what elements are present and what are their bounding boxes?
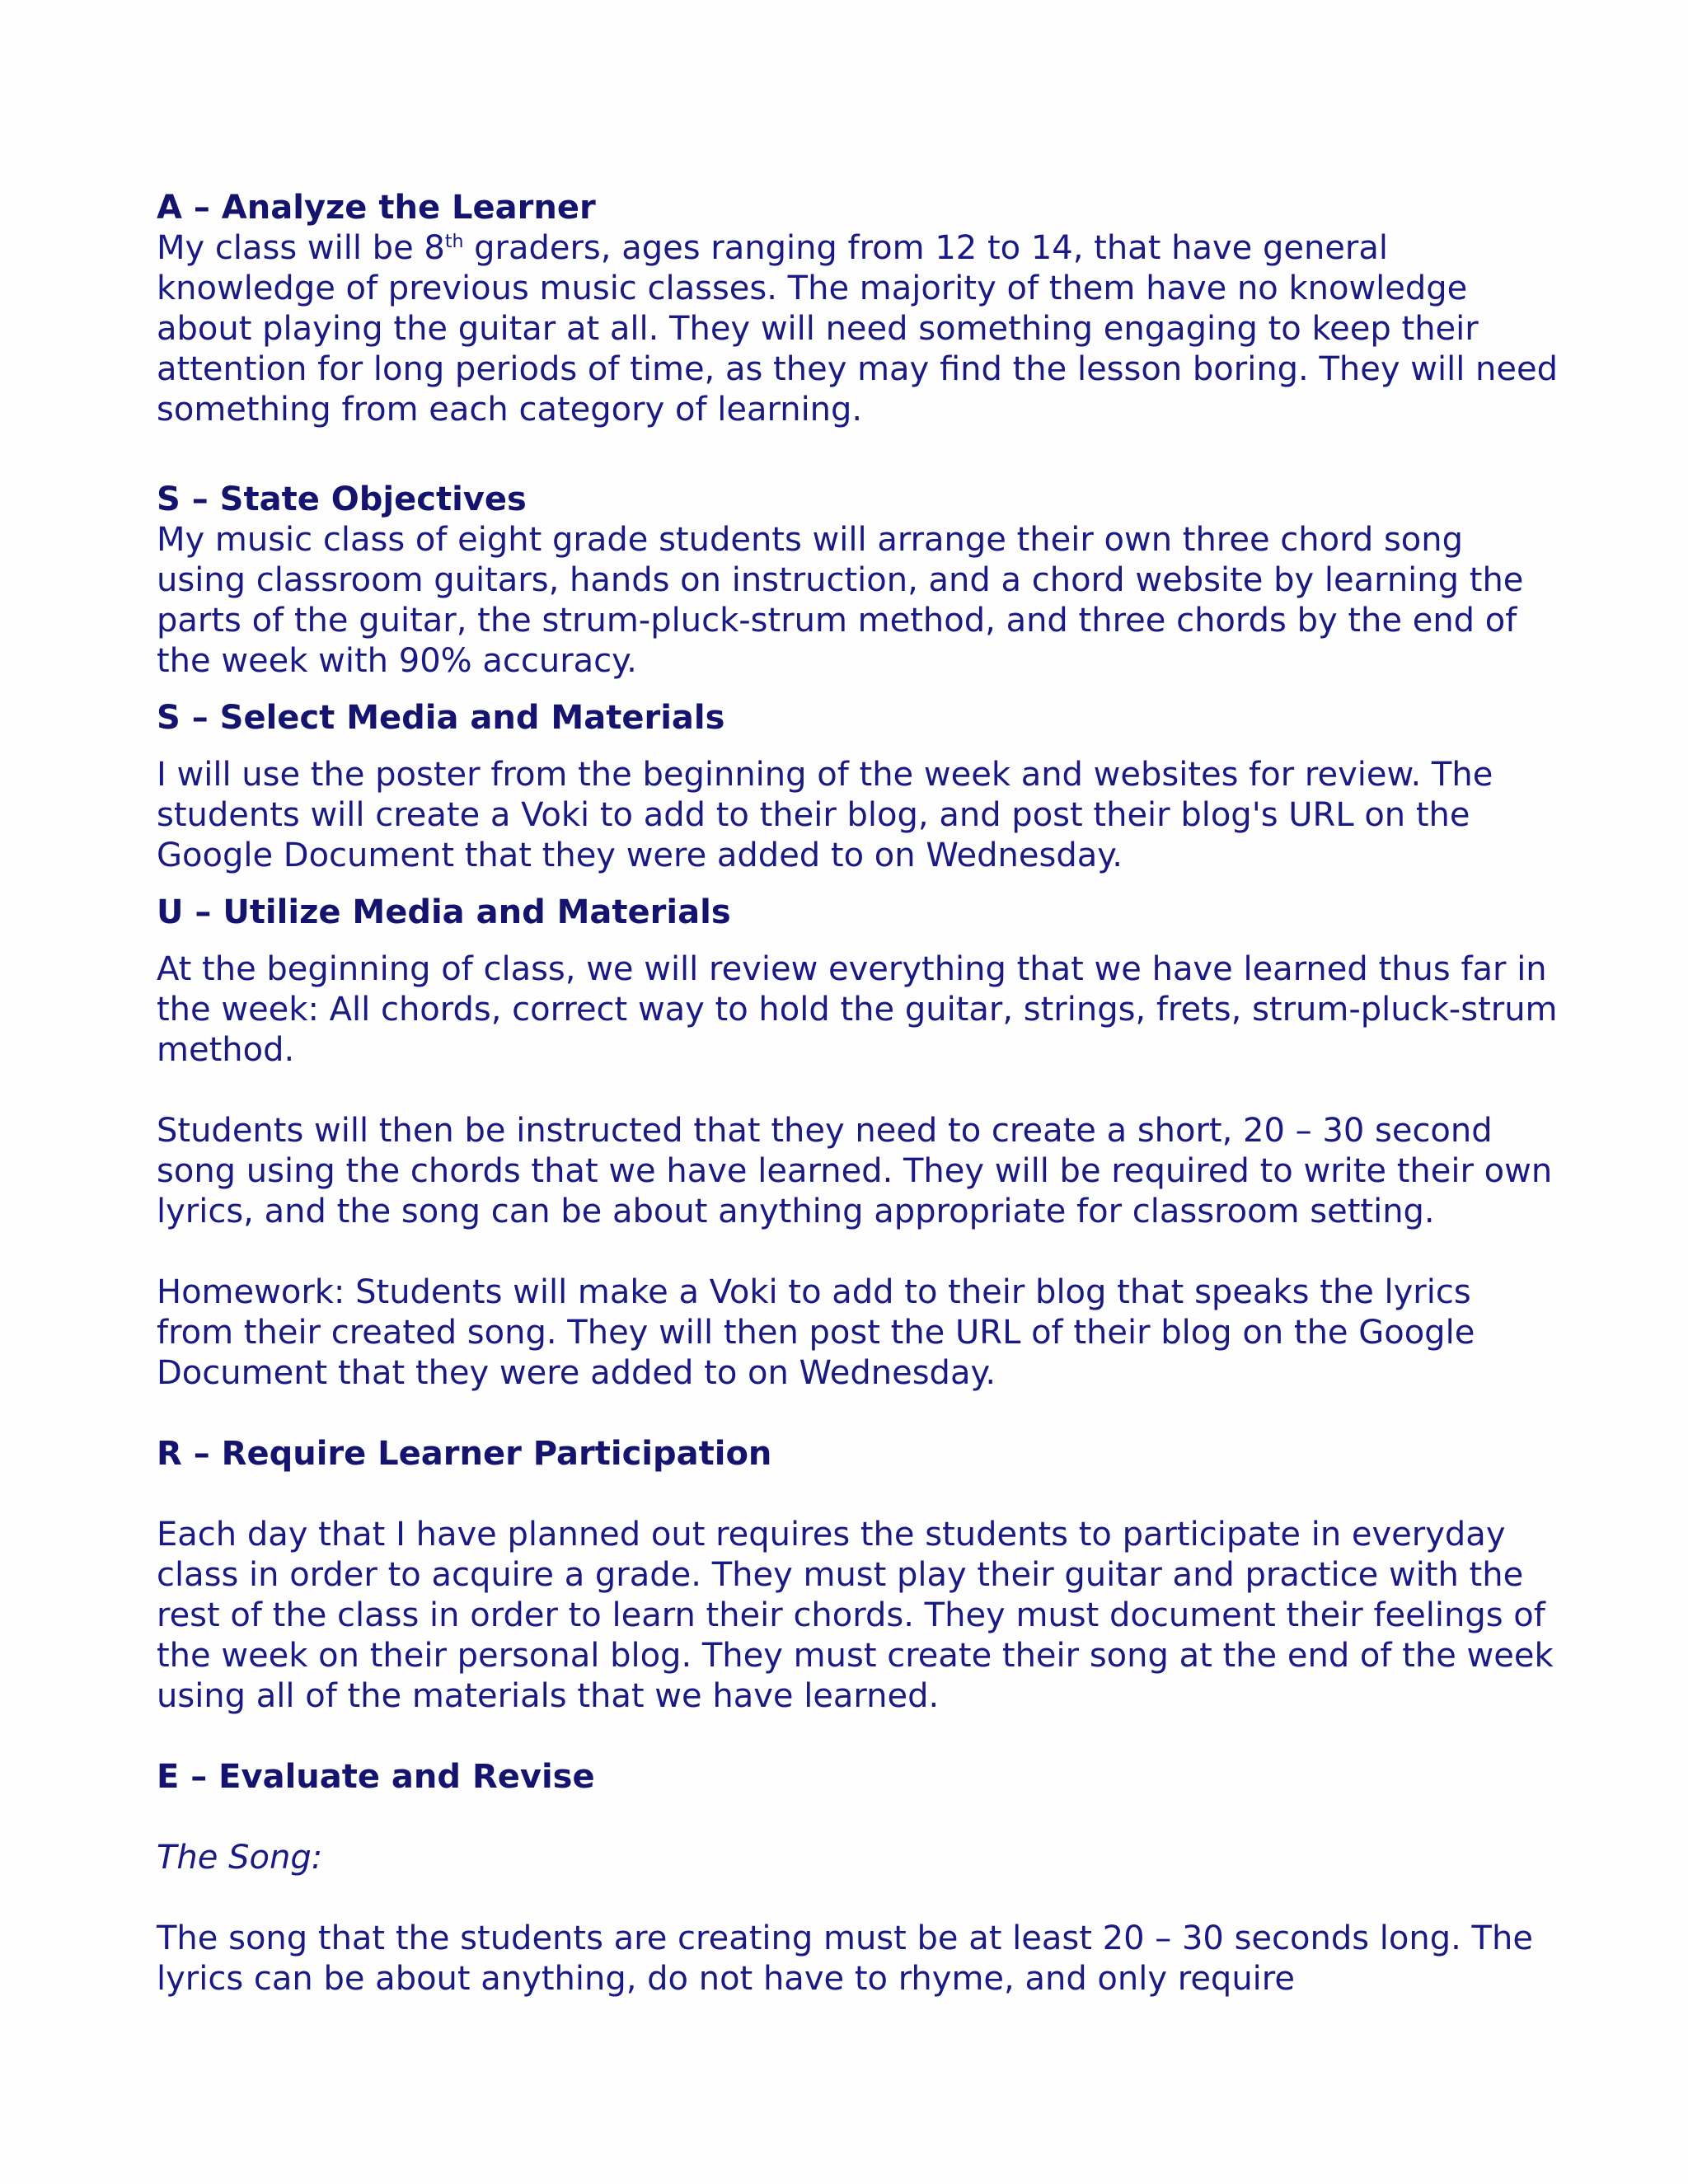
section-heading-state: S – State Objectives [157,480,527,518]
section-paragraph-analyze [157,228,1558,430]
analyze-text-rest: graders, ages ranging from 12 to 14, that have general knowledge of previous music classes. The majority of them have no knowledge about playing the guitar at all. They will need something engaging to keep their attention for long periods of time, as they may find the lesson boring. They will need something from each category of learning. [157,229,1558,429]
section-heading-utilize: U – Utilize Media and Materials [157,893,731,931]
section-subheading-song: The Song: [157,1839,323,1877]
section-paragraph-utilize-3: Homework: Students will make a Voki to add to their blog that speaks the lyrics from their created song. They will then post the URL of their blog on the Google Document that they were added to on Wednesday. [157,1273,1475,1392]
section-paragraph-evaluate: The song that the students are creating must be at least 20 – 30 seconds long. The lyrics can be about anything, do not have to rhyme, and only require [157,1919,1533,1998]
section-paragraph-state: My music class of eight grade students will arrange their own three chord song using classroom guitars, hands on instruction, and a chord website by learning the parts of the guitar, the strum-pluck-strum method, and three chords by the end of the week with 90% accuracy. [157,521,1524,680]
section-heading-require: R – Require Learner Participation [157,1435,772,1473]
section-paragraph-utilize-2: Students will then be instructed that they need to create a short, 20 – 30 second song using the chords that we have learned. They will be required to write their own lyrics, and the song can be about anything appropriate for classroom setting. [157,1112,1553,1230]
section-heading-select: S – Select Media and Materials [157,699,725,737]
section-paragraph-select: I will use the poster from the beginning of the week and websites for review. The students will create a Voki to add to their blog, and post their blog's URL on the Google Document that they were added to on Wednesday. [157,756,1493,874]
section-paragraph-require: Each day that I have planned out requires the students to participate in everyday class in order to acquire a grade. They must play their guitar and practice with the rest of the class in order to learn their chords. They must document their feelings of the week on their personal blog. They must create their song at the end of the week using all of the materials that we have learned. [157,1516,1554,1715]
ordinal-superscript: th [444,232,464,252]
section-paragraph-utilize-1: At the beginning of class, we will review everything that we have learned thus far in the week: All chords, correct way to hold the guitar, strings, frets, strum-pluck-strum method. [157,950,1558,1069]
section-heading-evaluate: E – Evaluate and Revise [157,1758,595,1796]
section-heading-analyze: A – Analyze the Learner [157,189,596,227]
analyze-text-start: My class will be 8 [157,229,445,267]
document-body [157,188,1558,1999]
